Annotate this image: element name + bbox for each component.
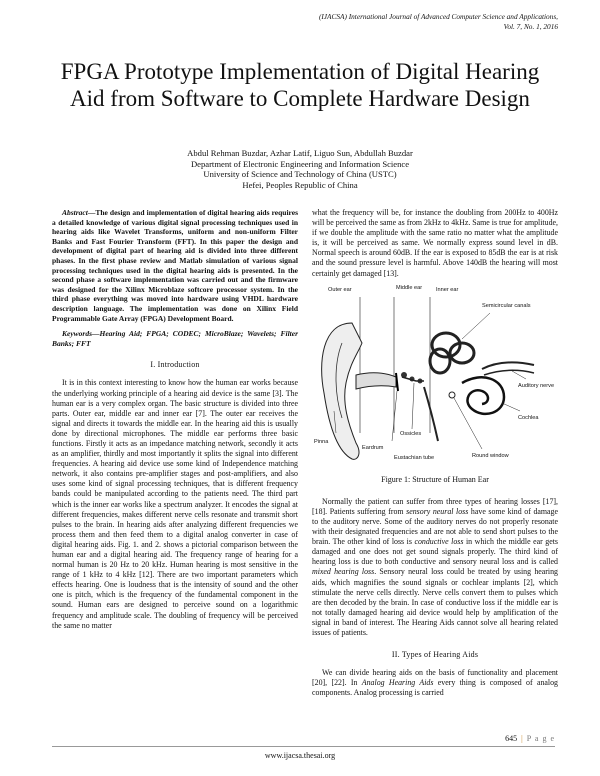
paper-title <box>20 58 580 112</box>
abstract-label: Abstract <box>62 208 88 217</box>
figure-human-ear <box>312 283 558 471</box>
eustachian-tube-shape <box>424 387 438 441</box>
text-fragment: We can divide hearing aids on the basis of functionality and placement [20], [22]. In <box>312 668 558 688</box>
abstract <box>52 208 298 323</box>
abstract-text: —The design and implementation of digital hearing aids requires a detailed knowledge of various digital signal processing techniques used in hearing aids like Wavelet Transforms, uniform and non-uniform Filter Banks and Fast Fourier Transform (FFT). In this paper the design and development of digital part of hearing aid is divided into three different phases. In the first phase review and Matlab simulation of various signal processing techniques used in the digital hearing aids is presented. In the second phase a software implementation was carried out and the firmware was designed for the Xilinx Microblaze softcore processor system. In the third phase everything was moved into hardware using VHDL hardware description language. The implementation was done on Xilinx Field Programmable Gate Array (FPGA) Development Board. <box>52 208 298 323</box>
text-fragment: in which the middle ear gets damaged and one does not get sound signals properly. The third kind of hearing loss is due to both conductive and sensory neural loss and is called <box>312 537 558 567</box>
page-word: P a g e <box>526 734 555 743</box>
journal-line-1: (IJACSA) International Journal of Advanced Computer Science and Applications, <box>318 12 558 21</box>
journal-line-2: Vol. 7, No. 1, 2016 <box>503 22 558 31</box>
label-inner-ear: Inner ear <box>436 286 459 293</box>
label-middle-ear: Middle ear <box>396 284 423 291</box>
text-fragment: Normally the patient can suffer from three types of hearing losses [17], [18]. Patients suffering from <box>312 496 558 516</box>
round-window-shape <box>449 392 455 398</box>
label-eardrum: Eardrum <box>362 444 384 451</box>
types-paragraph <box>312 668 558 698</box>
author-block <box>0 148 600 190</box>
text-fragment: . Sensory neural loss could be treated by using hearing aids, which magnifies the sound signals or cochlear implants [2], which stimulate the nerve cells directly. Nerve cells convert them to pulses which are then decoded by the brain. In case of conductive loss if the middle ear is not totally damaged hearing aid device would help by amplification of the signal in band of interest. The Hearing Aids cannot solve all hearing related issues of patients. <box>312 567 558 637</box>
label-semicircular: Semicircular canals <box>482 302 531 309</box>
page-separator: | <box>521 734 523 743</box>
page-number-block <box>505 734 555 743</box>
term-conductive: conductive loss <box>414 537 464 547</box>
text-fragment: have some kind of damage to the auditory nerve. Some of the auditory nerves do not properly resonate with their designated frequencies and are not able to send short pulses to the brain. The other kind of loss is <box>312 506 558 547</box>
eardrum-shape <box>396 373 398 391</box>
hearing-loss-paragraph <box>312 497 558 638</box>
label-ossicles: Ossicles <box>400 430 422 437</box>
semicircular-canals-shape <box>430 333 474 373</box>
cochlea-shape <box>462 377 504 414</box>
term-sensory-neural: sensory neural loss <box>406 506 469 516</box>
ossicles-shape <box>401 372 424 384</box>
left-column <box>52 208 298 631</box>
figure-caption: Figure 1: Structure of Human Ear <box>381 474 489 484</box>
introduction-paragraph: It is in this context interesting to know how the human ear works because the underlying working principle of a hearing aid device is the same [3]. The human ear is a very complex organ. The basic structure is divided into three parts. Outer ear, middle ear and inner ear [7]. The outer ear receives the signal and directs it towards the middle ear. In the hearing aid this is usually done by directional microphones. The middle ear performs three basic functions. Firstly it acts as an impedance matching network, secondly it acts as an amplifier, thirdly and most importantly it splits the signal into different frequencies. A hearing aid device use some kind of Independence matching network, it also contains pre-amplifier stages and post-amplifiers, and also uses some kind of signal processing techniques, that is different frequency bands could be manipulated according to the patients need. The third part which is the inner ear works like a spectrum analyzer. It encodes the signal at different frequencies, makes different nerve cells resonate and transmit short pulses to the brain. In hearing aids after analyzing different frequencies we process them and then feed them to a digital analog converter in case of digital hearing aids. Fig. 1. and 2. shows a pictorial comparison between the human ear and a digital hearing aid. The frequency range of hearing for a normal human is 20 Hz to 20 kHz. Human hearing is most sensitive in the range of 1 kHz to 4 kHz [12]. There are two important parameters which effects hearing. One is loudness that is the intensity of sound and the other one is pitch, which is the frequency of the fundamental component in the sound. Human ears are designed to perceive sound on a logarithmic frequency and amplitude scale. The doubling of frequency will be perceived the same no matter <box>52 378 298 630</box>
author-names: Abdul Rehman Buzdar, Azhar Latif, Liguo Sun, Abdullah Buzdar <box>187 148 413 158</box>
title-line-2: Aid from Software to Complete Hardware Design <box>70 86 530 111</box>
title-line-1: FPGA Prototype Implementation of Digital Hearing <box>60 59 540 84</box>
term-mixed: mixed hearing loss <box>312 567 375 577</box>
author-university: University of Science and Technology of China (USTC) <box>203 169 397 180</box>
author-location: Hefei, Peoples Republic of China <box>242 179 358 190</box>
section-heading-types: II. Types of Hearing Aids <box>391 650 479 660</box>
section-heading-introduction: I. Introduction <box>150 360 200 370</box>
label-outer-ear: Outer ear <box>328 286 352 293</box>
label-auditory-nerve: Auditory nerve <box>518 382 555 389</box>
label-round-window: Round window <box>472 452 509 459</box>
ear-canal-shape <box>356 372 396 388</box>
label-pinna: Pinna <box>314 438 329 445</box>
right-column <box>312 208 558 698</box>
label-cochlea: Cochlea <box>518 414 539 421</box>
ear-diagram <box>312 283 558 471</box>
text-fragment: every thing is composed of analog components. Analog processing is carried <box>312 678 558 698</box>
author-department: Department of Electronic Engineering and Information Science <box>190 158 410 169</box>
footer-url[interactable]: www.ijacsa.thesai.org <box>264 751 336 760</box>
footer-rule <box>52 746 555 747</box>
label-eustachian: Eustachian tube <box>394 454 435 461</box>
continued-paragraph: what the frequency will be, for instance the doubling from 200Hz to 400Hz will be perceived the same as from 2kHz to 4kHz. Same is true for amplitude, if we double the amplitude with the same ratio no matter what the amplitude is, it will be perceived as same. We normally express sound level in dB. Normal speech is around 60dB. If the ear is exposed to 85dB the ear is at risk and the sound pressure level is harmful. Above 140dB the hearing will most certainly get damaged [13]. <box>312 208 558 278</box>
auditory-nerve-shape <box>482 362 534 369</box>
journal-header <box>158 12 558 32</box>
term-analog-hearing-aids: Analog Hearing Aids <box>361 678 434 688</box>
keywords: Keywords—Hearing Aid; FPGA; CODEC; MicroBlaze; Wavelets; Filter Banks; FFT <box>52 329 298 348</box>
page-number: 645 <box>505 734 518 743</box>
